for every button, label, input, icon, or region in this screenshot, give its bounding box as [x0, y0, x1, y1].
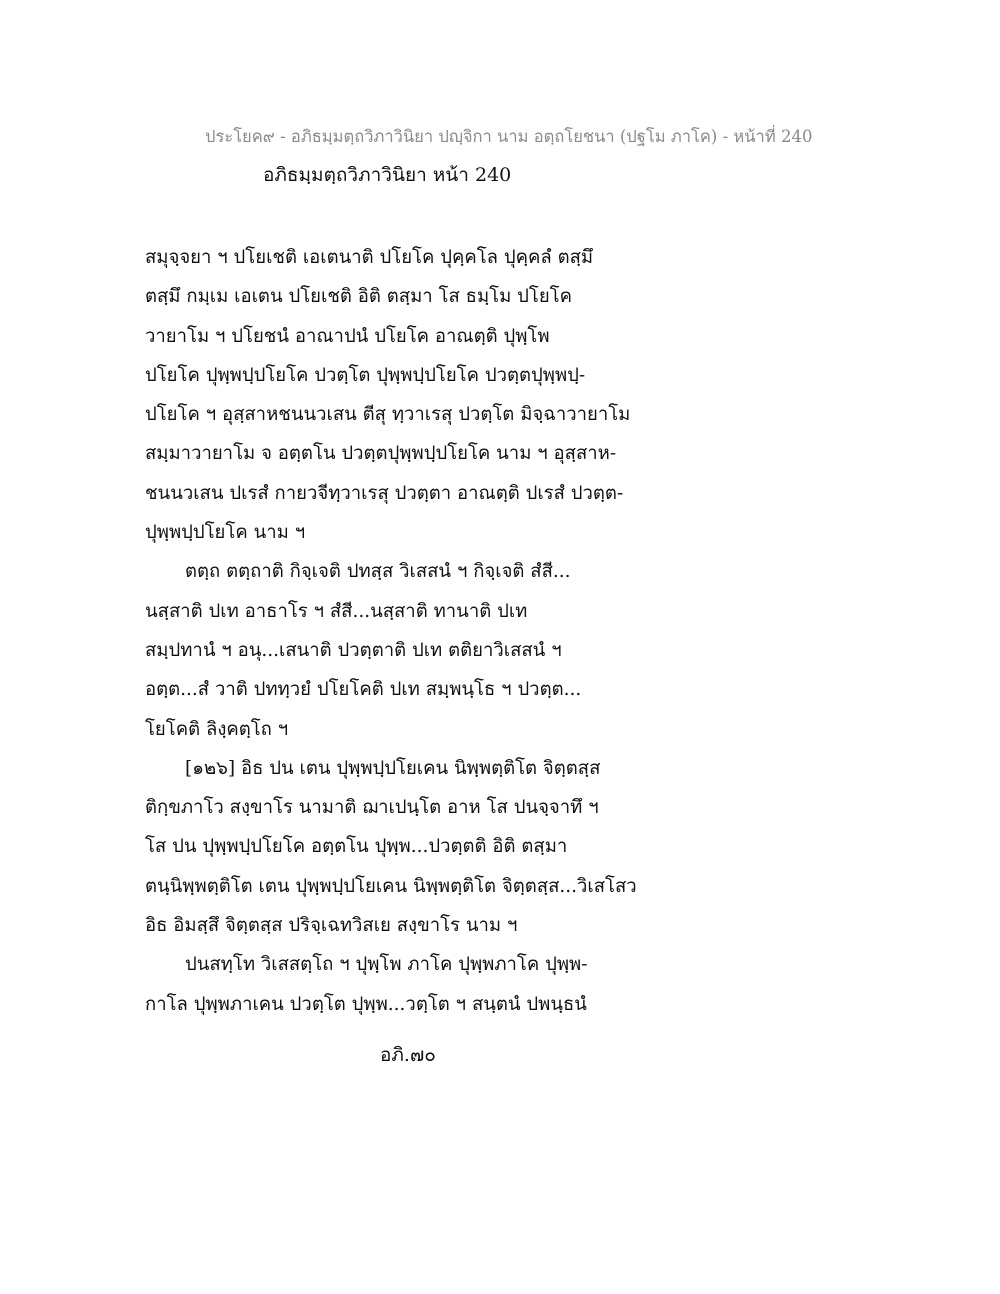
- text-line: อิธ อิมสฺสึ จิตฺตสฺส ปริจฺเฉทวิสเย สงฺขาโร นาม ฯ: [145, 915, 518, 937]
- text-line: อตฺต...สํ วาติ ปททฺวยํ ปโยโคติ ปเท สมฺพนฺโธ ฯ ปวตฺต...: [145, 679, 582, 701]
- text-line: ตสฺมึ กมฺเม เอเตน ปโยเชติ อิติ ตสฺมา โส ธมฺโม ปโยโค: [145, 286, 572, 308]
- text-line: [๑๒๖] อิธ ปน เตน ปุพฺพปฺปโยเคน นิพฺพตฺติโต จิตฺตสฺส: [185, 757, 601, 779]
- text-line: ปนสทฺโท วิเสสตฺโถ ฯ ปุพฺโพ ภาโค ปุพฺพภาโค ปุพฺพ-: [185, 954, 588, 976]
- text-line: ชนนวเสน ปเรสํ กายวจีทฺวาเรสุ ปวตฺตา อาณตฺติ ปเรสํ ปวตฺต-: [145, 482, 624, 504]
- running-header: ประโยค๙ - อภิธมฺมตฺถวิภาวินิยา ปญฺจิกา นาม อตฺถโยชนา (ปฐโม ภาโค) - หน้าที่ 240: [205, 127, 813, 146]
- text-line: โส ปน ปุพฺพปฺปโยโค อตฺตโน ปุพฺพ...ปวตฺตติ อิติ ตสฺมา: [145, 836, 568, 858]
- text-line: สมฺปทานํ ฯ อนุ...เสนาติ ปวตฺตาติ ปเท ตติยาวิเสสนํ ฯ: [145, 639, 562, 661]
- text-line: ตตฺถ ตตฺถาติ กิจฺเจติ ปทสฺส วิเสสนํ ฯ กิจฺเจติ สํสี...: [185, 561, 571, 583]
- text-line: สมฺมาวายาโม จ อตฺตโน ปวตฺตปุพฺพปฺปโยโค นาม ฯ อุสฺสาห-: [145, 443, 617, 465]
- text-line: ปโยโค ปุพฺพปฺปโยโค ปวตฺโต ปุพฺพปฺปโยโค ปวตฺตปุพฺพปฺ-: [145, 364, 586, 386]
- page-title: อภิธมฺมตฺถวิภาวินิยา หน้า 240: [263, 164, 512, 186]
- text-line: ปุพฺพปฺปโยโค นาม ฯ: [145, 522, 306, 544]
- page-footer-mark: อภิ.๗๐: [380, 1044, 436, 1066]
- text-line: วายาโม ฯ ปโยชนํ อาณาปนํ ปโยโค อาณตฺติ ปุพฺโพ: [145, 325, 550, 347]
- text-line: กาโล ปุพฺพภาเคน ปวตฺโต ปุพฺพ...วตฺโต ฯ สนฺตนํ ปพนฺธนํ: [145, 993, 587, 1015]
- text-line: ปโยโค ฯ อุสฺสาหชนนวเสน ตีสุ ทฺวาเรสุ ปวตฺโต มิจฺฉาวายาโม: [145, 404, 631, 426]
- text-line: ตนฺนิพฺพตฺติโต เตน ปุพฺพปฺปโยเคน นิพฺพตฺติโต จิตฺตสฺส...วิเสโสว: [145, 875, 637, 897]
- body-text: [145, 238, 865, 1024]
- text-line: ติกฺขภาโว สงฺขาโร นามาติ ฌาเปนฺโต อาห โส ปนจฺจาทึ ฯ: [145, 797, 599, 819]
- text-line: โยโคติ ลิงฺคตฺโถ ฯ: [145, 718, 289, 740]
- text-line: นสฺสาติ ปเท อาธาโร ฯ สํสี...นสฺสาติ ทานาติ ปเท: [145, 600, 528, 622]
- text-line: สมุจฺจยา ฯ ปโยเชติ เอเตนาติ ปโยโค ปุคฺคโล ปุคฺคลํ ตสฺมึ: [145, 247, 594, 268]
